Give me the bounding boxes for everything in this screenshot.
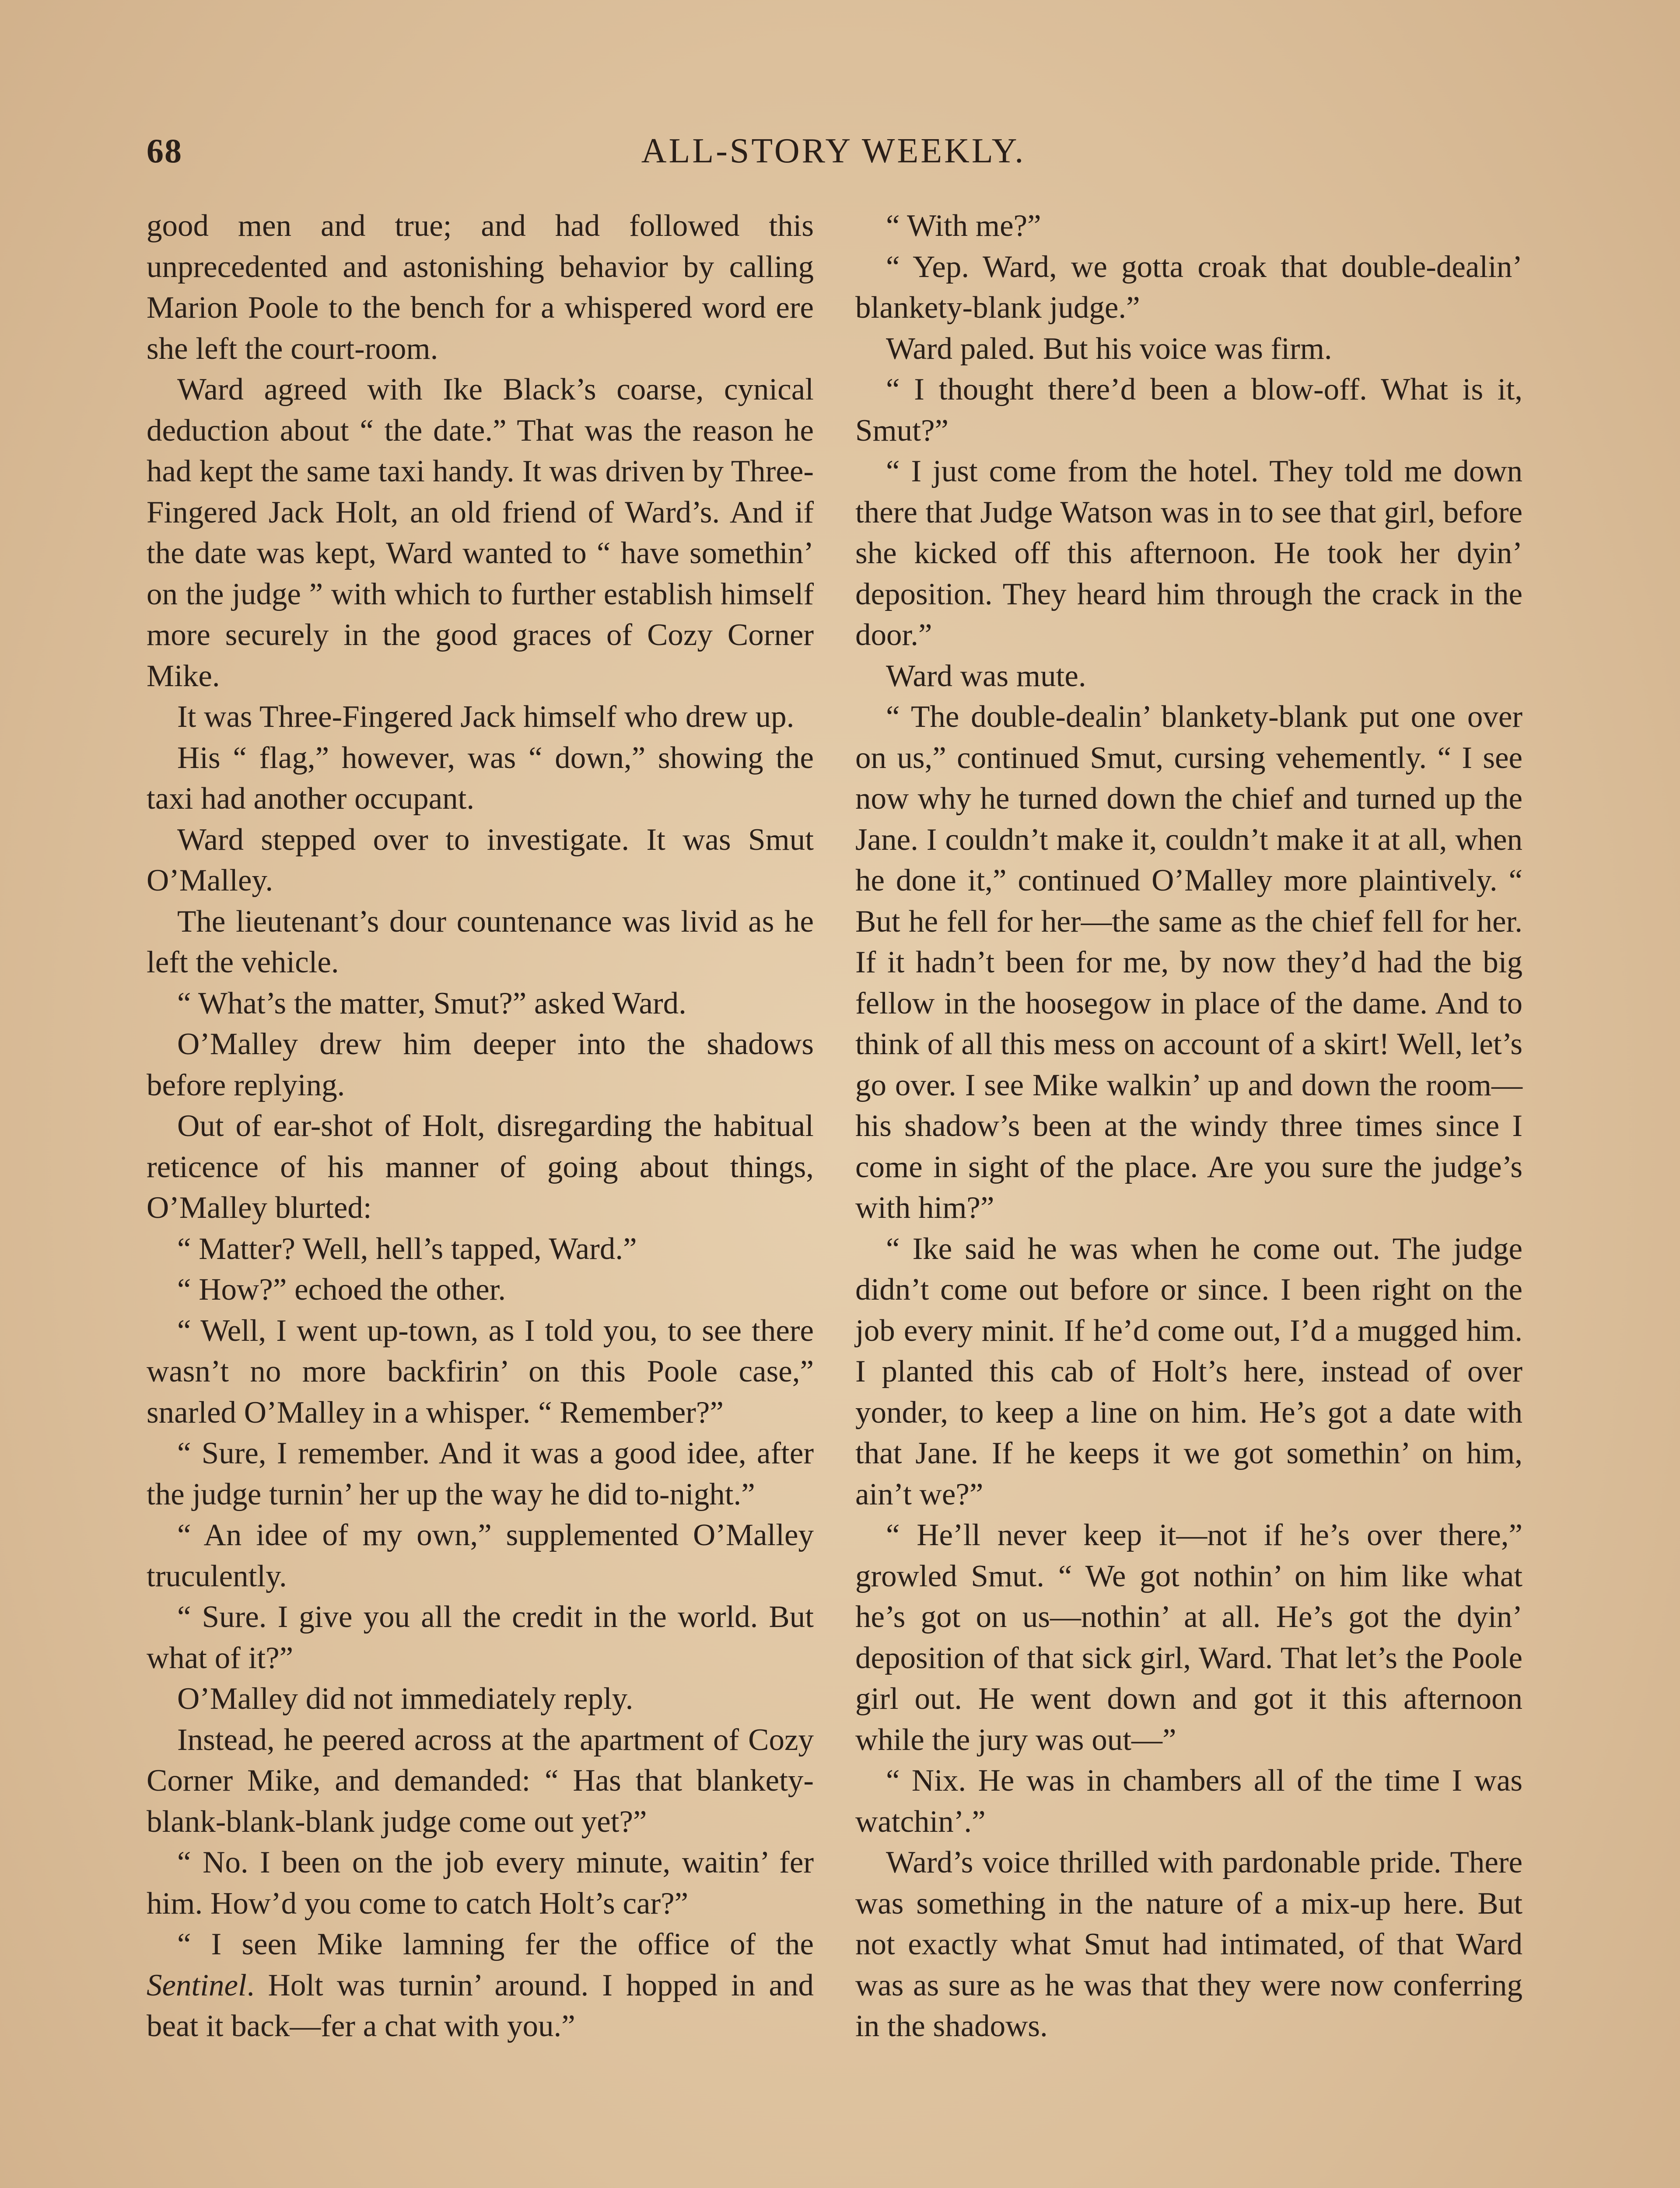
paragraph: “ The double-dealin’ blankety-blank put one over on us,” continued Smut, cursing vehemently. “ I see now why he turned down the chief and turned up the Jane. I couldn’t make it, couldn’t make it at all, when he done it,” continued O’Malley more plaintively. “ But he fell for her—the same as the chief fell for her. If it hadn’t been for me, by now they’d had the big fellow in the hoosegow in place of the dame. And to think of all this mess on account of a skirt! Well, let’s go over. I see Mike walkin’ up and down the room—his shadow’s been at the windy three times since I come in sight of the place. Are you sure the judge’s with him?” <box>855 700 1522 1225</box>
paragraph: Out of ear-shot of Holt, disregarding the habitual reticence of his manner of going about things, O’Malley blurted: <box>147 1109 814 1225</box>
page-header <box>147 131 1520 184</box>
paragraph: “ Yep. Ward, we gotta croak that double-dealin’ blankety-blank judge.” <box>855 249 1522 325</box>
left-column <box>147 206 814 2047</box>
page-number: 68 <box>147 132 182 170</box>
paragraph: “ Well, I went up-town, as I told you, to see there wasn’t no more backfirin’ on this Poole case,” snarled O’Malley in a whisper. “ Remember?” <box>147 1313 814 1430</box>
paragraph: “ Ike said he was when he come out. The judge didn’t come out before or since. I been right on the job every minit. If he’d come out, I’d a mugged him. I planted this cab of Holt’s here, instead of over yonder, to keep a line on him. He’s got a date with that Jane. If he keeps it we got somethin’ on him, ain’t we?” <box>855 1231 1522 1511</box>
paragraph: Ward’s voice thrilled with pardonable pride. There was something in the nature of a mix-up here. But not exactly what Smut had intimated, of that Ward was as sure as he was that they were now conferring in the shadows. <box>855 1845 1522 2043</box>
paragraph: O’Malley did not immediately reply. <box>177 1682 634 1716</box>
paragraph: “ How?” echoed the other. <box>177 1273 506 1307</box>
paragraph: O’Malley drew him deeper into the shadows before replying. <box>147 1027 814 1102</box>
paragraph: The lieutenant’s dour countenance was livid as he left the vehicle. <box>147 904 814 979</box>
magazine-title: ALL-STORY WEEKLY. <box>641 132 1026 170</box>
paragraph: Ward paled. But his voice was firm. <box>886 331 1332 366</box>
paragraph: “ Nix. He was in chambers all of the time I was watchin’.” <box>855 1764 1522 1839</box>
paragraph: “ He’ll never keep it—not if he’s over there,” growled Smut. “ We got nothin’ on him like what he’s got on us—nothin’ at all. He’s got the dyin’ deposition of that sick girl, Ward. That let’s the Poole girl out. He went down and got it this afternoon while the jury was out—” <box>855 1518 1522 1757</box>
paragraph: “ Sure. I give you all the credit in the world. But what of it?” <box>147 1600 814 1675</box>
paragraph: Instead, he peered across at the apartment of Cozy Corner Mike, and demanded: “ Has that blankety-blank-blank-blank judge come out yet?” <box>147 1722 814 1839</box>
paragraph: “ I just come from the hotel. They told me down there that Judge Watson was in to see that girl, before she kicked off this afternoon. He took her dyin’ deposition. They heard him through the crack in the door.” <box>855 454 1522 652</box>
paragraph: His “ flag,” however, was “ down,” showing the taxi had another occupant. <box>147 740 814 816</box>
paragraph: “ With me?” <box>886 209 1041 243</box>
text-run: “ I seen Mike lamning fer the office of the <box>177 1927 814 1961</box>
paragraph: “ Matter? Well, hell’s tapped, Ward.” <box>177 1231 637 1266</box>
paragraph: “ No. I been on the job every minute, waitin’ fer him. How’d you come to catch Holt’s car?” <box>147 1845 814 1921</box>
paragraph: “ What’s the matter, Smut?” asked Ward. <box>177 986 686 1020</box>
paragraph: “ An idee of my own,” supplemented O’Malley truculently. <box>147 1518 814 1593</box>
paragraph: “ I thought there’d been a blow-off. What is it, Smut?” <box>855 372 1522 448</box>
paragraph: It was Three-Fingered Jack himself who drew up. <box>177 700 794 734</box>
paragraph: “ Sure, I remember. And it was a good idee, after the judge turnin’ her up the way he did to-night.” <box>147 1436 814 1511</box>
paragraph <box>147 1924 814 2047</box>
paragraph: good men and true; and had followed this unprecedented and astonishing behavior by calling Marion Poole to the bench for a whispered word ere she left the court-room. <box>147 209 814 366</box>
paragraph: Ward was mute. <box>886 659 1086 693</box>
text-run: . Holt was turnin’ around. I hopped in and beat it back—fer a chat with you.” <box>147 1968 814 2043</box>
italic-title: Sentinel <box>147 1968 247 2002</box>
right-column <box>855 206 1522 2047</box>
paragraph: Ward agreed with Ike Black’s coarse, cynical deduction about “ the date.” That was the reason he had kept the same taxi handy. It was driven by Three-Fingered Jack Holt, an old friend of Ward’s. And if the date was kept, Ward wanted to “ have somethin’ on the judge ” with which to further establish himself more securely in the good graces of Cozy Corner Mike. <box>147 372 814 693</box>
paragraph: Ward stepped over to investigate. It was Smut O’Malley. <box>147 822 814 898</box>
